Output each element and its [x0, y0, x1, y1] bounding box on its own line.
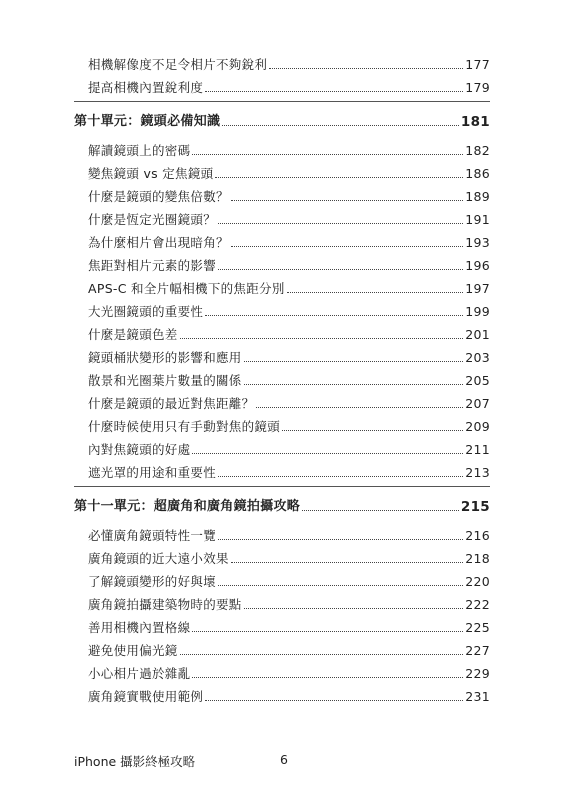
dot-leader	[180, 654, 464, 655]
toc-entry-title: APS-C 和全片幅相機下的焦距分別	[88, 281, 285, 296]
toc-entry[interactable]	[74, 544, 490, 566]
dot-leader	[302, 510, 459, 511]
dot-leader	[218, 476, 463, 477]
toc-entry-title: 為什麼相片會出現暗角？	[88, 235, 229, 250]
toc-entry-title: 必懂廣角鏡頭特性一覽	[88, 528, 217, 543]
footer-page-number: 6	[280, 752, 288, 767]
toc-entry-title: 什麼是鏡頭的最近對焦距離？	[88, 396, 255, 411]
dot-leader	[218, 223, 463, 224]
toc-entry-title: 散景和光圈葉片數量的關係	[88, 373, 242, 388]
toc-entry[interactable]	[74, 636, 490, 658]
dot-leader	[192, 631, 463, 632]
dot-leader	[218, 539, 463, 540]
toc-chapter-title: 第十一單元：超廣角和廣角鏡拍攝攻略	[74, 499, 301, 514]
toc-entry-page: 231	[465, 689, 490, 704]
dot-leader	[205, 91, 463, 92]
toc-entry-page: 213	[465, 465, 490, 480]
toc-entry-page: 193	[465, 235, 490, 250]
toc-entry[interactable]	[74, 458, 490, 480]
dot-leader	[244, 608, 464, 609]
divider	[74, 486, 490, 487]
toc-entry-page: 211	[465, 442, 490, 457]
toc-entry-title: 內對焦鏡頭的好處	[88, 442, 191, 457]
toc-entry-page: 216	[465, 528, 490, 543]
toc-entry[interactable]	[74, 159, 490, 181]
toc-entry[interactable]	[74, 182, 490, 204]
toc-entry-title: 避免使用偏光鏡	[88, 643, 178, 658]
toc-entry-page: 197	[465, 281, 490, 296]
toc-entry[interactable]	[74, 205, 490, 227]
toc-entry-page: 209	[465, 419, 490, 434]
toc-entry[interactable]	[74, 435, 490, 457]
toc-entry-page: 205	[465, 373, 490, 388]
toc-entry-page: 220	[465, 574, 490, 589]
toc-entry-page: 218	[465, 551, 490, 566]
dot-leader	[282, 430, 463, 431]
dot-leader	[222, 125, 459, 126]
dot-leader	[192, 453, 463, 454]
dot-leader	[205, 315, 463, 316]
toc-entry[interactable]	[74, 228, 490, 250]
toc-entry[interactable]	[74, 136, 490, 158]
toc-entry-title: 廣角鏡頭的近大遠小效果	[88, 551, 229, 566]
dot-leader	[180, 338, 464, 339]
toc-entry-page: 182	[465, 143, 490, 158]
toc-chapter[interactable]	[74, 492, 490, 514]
dot-leader	[231, 562, 463, 563]
toc-entry[interactable]	[74, 521, 490, 543]
toc-entry-page: 203	[465, 350, 490, 365]
dot-leader	[215, 177, 463, 178]
dot-leader	[256, 407, 463, 408]
toc-entry-title: 什麼是恆定光圈鏡頭？	[88, 212, 217, 227]
dot-leader	[192, 154, 463, 155]
toc-entry[interactable]	[74, 297, 490, 319]
toc-entry-title: 大光圈鏡頭的重要性	[88, 304, 204, 319]
toc-entry-title: 什麼是鏡頭的變焦倍數？	[88, 189, 229, 204]
toc-entry-page: 189	[465, 189, 490, 204]
toc-entry[interactable]	[74, 50, 490, 72]
dot-leader	[231, 246, 463, 247]
toc-entry-title: 善用相機內置格線	[88, 620, 191, 635]
toc-entry-title: 提高相機內置銳利度	[88, 80, 204, 95]
toc-entry[interactable]	[74, 274, 490, 296]
dot-leader	[218, 269, 463, 270]
toc-entry-page: 229	[465, 666, 490, 681]
toc-entry-page: 196	[465, 258, 490, 273]
toc-entry-title: 了解鏡頭變形的好與壞	[88, 574, 217, 589]
toc-entry-title: 廣角鏡實戰使用範例	[88, 689, 204, 704]
toc-entry[interactable]	[74, 412, 490, 434]
toc-chapter[interactable]	[74, 107, 490, 129]
dot-leader	[218, 585, 463, 586]
toc-entry-title: 廣角鏡拍攝建築物時的要點	[88, 597, 242, 612]
toc-chapter-title: 第十單元：鏡頭必備知識	[74, 114, 221, 129]
toc-chapter-page: 215	[460, 499, 490, 515]
toc-entry-title: 相機解像度不足令相片不夠銳利	[88, 57, 268, 72]
dot-leader	[192, 677, 463, 678]
toc-entry[interactable]	[74, 590, 490, 612]
dot-leader	[205, 700, 463, 701]
dot-leader	[231, 200, 463, 201]
toc-entry-page: 227	[465, 643, 490, 658]
toc-entry-page: 186	[465, 166, 490, 181]
toc-entry-title: 焦距對相片元素的影響	[88, 258, 217, 273]
toc-entry-title: 解讀鏡頭上的密碼	[88, 143, 191, 158]
toc-entry-title: 小心相片過於雜亂	[88, 666, 191, 681]
toc-entry[interactable]	[74, 659, 490, 681]
toc-entry-title: 什麼是鏡頭色差	[88, 327, 178, 342]
toc-entry[interactable]	[74, 320, 490, 342]
toc-entry-page: 207	[465, 396, 490, 411]
toc-entry-page: 179	[465, 80, 490, 95]
toc-entry[interactable]	[74, 567, 490, 589]
toc-entry-page: 199	[465, 304, 490, 319]
toc-entry[interactable]	[74, 73, 490, 95]
dot-leader	[287, 292, 464, 293]
toc-entry-page: 191	[465, 212, 490, 227]
divider	[74, 101, 490, 102]
toc-entry-title: 遮光罩的用途和重要性	[88, 465, 217, 480]
toc-entry[interactable]	[74, 366, 490, 388]
toc-entry[interactable]	[74, 251, 490, 273]
toc-chapter-page: 181	[460, 114, 490, 130]
toc-entry-title: 什麼時候使用只有手動對焦的鏡頭	[88, 419, 281, 434]
toc-entry-title: 變焦鏡頭 vs 定焦鏡頭	[88, 166, 214, 181]
dot-leader	[244, 384, 464, 385]
toc-entry-page: 222	[465, 597, 490, 612]
toc-entry-page: 225	[465, 620, 490, 635]
footer-book-title: iPhone 攝影終極攻略	[74, 754, 196, 769]
dot-leader	[269, 68, 463, 69]
dot-leader	[244, 361, 464, 362]
toc-entry[interactable]	[74, 343, 490, 365]
toc-entry-title: 鏡頭桶狀變形的影響和應用	[88, 350, 242, 365]
toc-entry[interactable]	[74, 682, 490, 704]
toc-entry-page: 177	[465, 57, 490, 72]
toc-entry[interactable]	[74, 389, 490, 411]
toc-entry-page: 201	[465, 327, 490, 342]
toc-entry[interactable]	[74, 613, 490, 635]
